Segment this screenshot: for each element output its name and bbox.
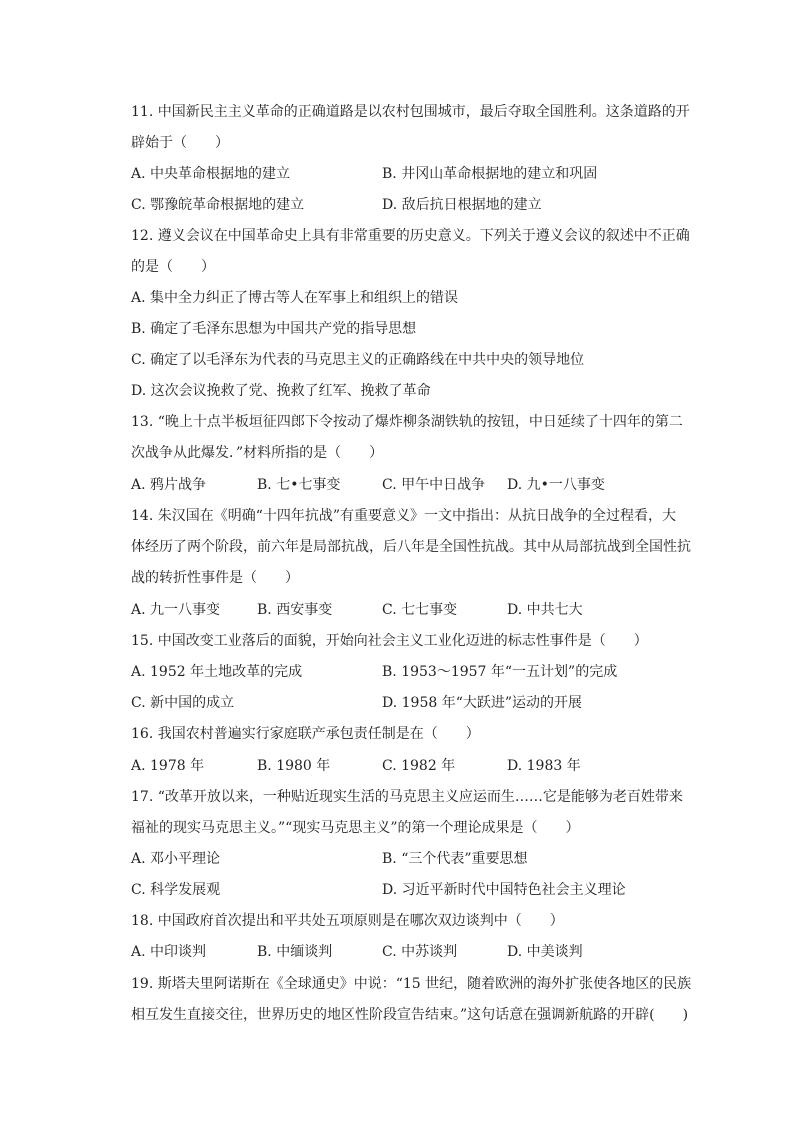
option-d: D. 中共七大 xyxy=(507,602,583,618)
option-b: B. 七•七事变 xyxy=(257,477,341,493)
question-14-options-row xyxy=(131,600,693,620)
question-17-options-row-2 xyxy=(131,880,693,900)
option-c: C. 新中国的成立 xyxy=(131,695,235,711)
question-12-option-c: C. 确定了以毛泽东为代表的马克思主义的正确路线在中共中央的领导地位 xyxy=(131,352,585,368)
option-b: B. 中缅谈判 xyxy=(257,944,333,960)
option-d: D. 1958 年“大跃进”运动的开展 xyxy=(382,695,583,711)
option-a: A. 中印谈判 xyxy=(131,944,207,960)
option-a: A. 1978 年 xyxy=(131,758,205,774)
option-d: D. 中美谈判 xyxy=(507,944,583,960)
question-11-options-row-1 xyxy=(131,164,693,184)
question-18-line-1: 18. 中国政府首次提出和平共处五项原则是在哪次双边谈判中（ ） xyxy=(131,913,564,929)
question-16-line-1: 16. 我国农村普遍实行家庭联产承包责任制是在（ ） xyxy=(131,726,480,742)
question-19-line-1: 19. 斯塔夫里阿诺斯在《全球通史》中说：“15 世纪，随着欧洲的海外扩张使各地区的民族 xyxy=(131,976,692,992)
option-a: A. 1952 年土地改革的完成 xyxy=(131,664,303,680)
option-c: C. 1982 年 xyxy=(382,758,456,774)
question-14-line-1: 14. 朱汉国在《明确“十四年抗战”有重要意义》一文中指出：从抗日战争的全过程看，大 xyxy=(131,508,677,524)
question-12-line-1: 12. 遵义会议在中国革命史上具有非常重要的历史意义。下列关于遵义会议的叙述中不正确 xyxy=(131,228,690,244)
question-12-option-d: D. 这次会议挽救了党、挽救了红军、挽救了革命 xyxy=(131,383,431,399)
question-13-line-2: 次战争从此爆发．”材料所指的是（ ） xyxy=(131,445,384,461)
question-15-options-row-1 xyxy=(131,662,693,682)
question-11-line-1: 11. 中国新民主主义革命的正确道路是以农村包围城市，最后夺取全国胜利。这条道路的开 xyxy=(131,104,690,120)
option-a: A. 九一八事变 xyxy=(131,602,221,618)
question-13-line-1: 13. “晚上十点半板垣征四郎下令按动了爆炸柳条湖铁轨的按钮，中日延续了十四年的第二 xyxy=(131,414,683,430)
option-d: D. 1983 年 xyxy=(507,758,581,774)
question-14-line-3: 战的转折性事件是（ ） xyxy=(131,570,299,586)
question-11-options-row-2 xyxy=(131,195,693,215)
option-c: C. 鄂豫皖革命根据地的建立 xyxy=(131,197,305,213)
question-14-line-2: 体经历了两个阶段，前六年是局部抗战，后八年是全国性抗战。其中从局部抗战到全国性抗 xyxy=(131,539,691,555)
question-12-line-2: 的是（ ） xyxy=(131,259,215,275)
option-d: D. 九•一八事变 xyxy=(507,477,605,493)
option-a: A. 鸦片战争 xyxy=(131,477,207,493)
option-a: A. 中央革命根据地的建立 xyxy=(131,166,291,182)
option-a: A. 邓小平理论 xyxy=(131,851,221,867)
option-c: C. 科学发展观 xyxy=(131,882,221,898)
question-17-line-2: 福祉的现实马克思主义。”“现实马克思主义”的第一个理论成果是（ ） xyxy=(131,820,580,836)
option-b: B. 1980 年 xyxy=(257,758,331,774)
question-17-options-row-1 xyxy=(131,849,693,869)
option-d: D. 习近平新时代中国特色社会主义理论 xyxy=(382,882,626,898)
option-b: B. “三个代表”重要思想 xyxy=(382,851,528,867)
option-d: D. 敌后抗日根据地的建立 xyxy=(382,197,542,213)
question-15-line-1: 15. 中国改变工业落后的面貌，开始向社会主义工业化迈进的标志性事件是（ ） xyxy=(131,633,648,649)
option-c: C. 中苏谈判 xyxy=(382,944,458,960)
question-16-options-row xyxy=(131,756,693,776)
option-b: B. 西安事变 xyxy=(257,602,333,618)
option-b: B. 井冈山革命根据地的建立和巩固 xyxy=(382,166,598,182)
option-c: C. 七七事变 xyxy=(382,602,458,618)
question-18-options-row xyxy=(131,942,693,962)
question-13-options-row xyxy=(131,475,693,495)
option-b: B. 1953～1957 年“一五计划”的完成 xyxy=(382,664,618,680)
option-c: C. 甲午中日战争 xyxy=(382,477,486,493)
question-15-options-row-2 xyxy=(131,693,693,713)
question-19-line-2: 相互发生直接交往，世界历史的地区性阶段宣告结束。”这句话意在强调新航路的开辟( ) xyxy=(131,1007,689,1023)
question-12-option-b: B. 确定了毛泽东思想为中国共产党的指导思想 xyxy=(131,321,417,337)
question-12-option-a: A. 集中全力纠正了博古等人在军事上和组织上的错误 xyxy=(131,290,459,306)
question-11-line-2: 辟始于（ ） xyxy=(131,135,229,151)
question-17-line-1: 17. “改革开放以来，一种贴近现实生活的马克思主义应运而生……它是能够为老百姓带来 xyxy=(131,789,683,805)
